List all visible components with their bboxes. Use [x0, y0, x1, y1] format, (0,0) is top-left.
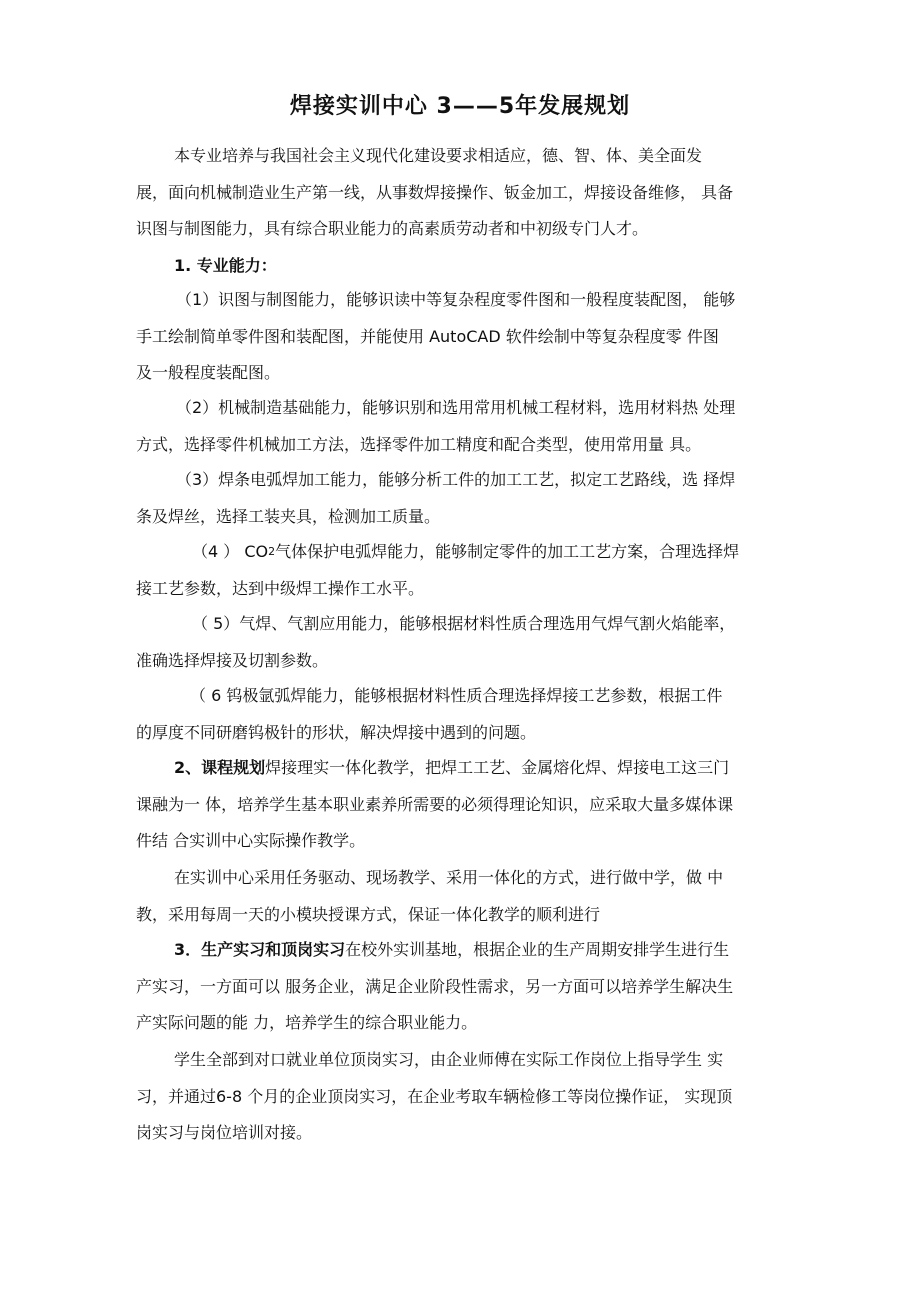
text-line: 接工艺参数，达到中级焊工操作工水平。: [136, 578, 425, 598]
section-heading: 3．生产实习和顶岗实习: [174, 940, 346, 959]
text-line: 的厚度不同研磨钨极针的形状，解决焊接中遇到的问题。: [136, 722, 537, 742]
text-line: 产实际问题的能 力，培养学生的综合职业能力。: [136, 1013, 478, 1032]
text-line: 习，并通过6-8 个月的企业顶岗实习，在企业考取车辆检修工等岗位操作证， 实现顶: [136, 1086, 733, 1106]
text-line: [136, 534, 796, 571]
text-line: （ 5）气焊、气割应用能力，能够根据材料性质合理选用气焊气割火焰能率，: [192, 614, 736, 633]
ability-item-1: [136, 282, 796, 392]
text-line: 条及焊丝，选择工装夹具，检测加工质量。: [136, 506, 441, 526]
text-line: 在实训中心采用任务驱动、现场教学、采用一体化的方式，进行做中学，做 中: [174, 868, 724, 887]
section-text: 焊接理实一体化教学，把焊工工艺、金属熔化焊、焊接电工这三门: [265, 758, 730, 777]
text-line: 岗实习与岗位培训对接。: [136, 1123, 313, 1142]
text-line: （ 6 钨极氩弧焊能力，能够根据材料性质合理选择焊接工艺参数，根据工件: [190, 686, 723, 705]
text-line: （2）机械制造基础能力，能够识别和选用常用机械工程材料，选用材料热 处理: [176, 398, 736, 417]
section-text: 在校外实训基地，根据企业的生产周期安排学生进行生: [345, 940, 730, 959]
subscript: 2: [268, 545, 276, 558]
text-line: 识图与制图能力，具有综合职业能力的高素质劳动者和中初级专门人才。: [136, 219, 649, 238]
text-line: 本专业培养与我国社会主义现代化建设要求相适应，德、智、体、美全面发: [174, 146, 703, 165]
ability-item-4: [136, 534, 796, 607]
intro-paragraph: [136, 138, 796, 248]
section-2: [136, 750, 796, 860]
text-line: 方式，选择零件机械加工方法，选择零件加工精度和配合类型，使用常用量 具。: [136, 434, 702, 454]
text-line: （1）识图与制图能力，能够识读中等复杂程度零件图和一般程度装配图， 能够: [176, 290, 736, 309]
section-3: [136, 932, 796, 1042]
text-line: [136, 932, 796, 969]
ability-item-2: [136, 390, 796, 463]
text-line: 课融为一 体，培养学生基本职业素养所需要的必须得理论知识，应采取大量多媒体课: [136, 794, 734, 814]
item-prefix: （4 ） CO: [192, 542, 269, 561]
ability-item-5: [136, 606, 796, 679]
item-text: 气体保护电弧焊能力，能够制定零件的加工工艺方案，合理选择焊: [275, 542, 740, 561]
section-heading: 1. 专业能力：: [174, 256, 277, 275]
text-line: 手工绘制简单零件图和装配图，并能使用 AutoCAD 软件绘制中等复杂程度零 件图: [136, 326, 719, 346]
text-line: 准确选择焊接及切割参数。: [136, 650, 329, 670]
section-2-paragraph-2: [136, 860, 796, 933]
text-line: 及一般程度装配图。: [136, 363, 281, 382]
text-line: 件结 合实训中心实际操作教学。: [136, 831, 366, 850]
ability-item-6: [136, 678, 796, 751]
section-1: [136, 248, 796, 285]
text-line: 展，面向机械制造业生产第一线，从事数焊接操作、钣金加工，焊接设备维修， 具备: [136, 182, 734, 202]
document-title: 焊接实训中心 3——5年发展规划: [289, 94, 631, 119]
section-heading: 2、课程规划: [174, 758, 266, 777]
text-line: 学生全部到对口就业单位顶岗实习，由企业师傅在实际工作岗位上指导学生 实: [174, 1050, 724, 1069]
ability-item-3: [136, 462, 796, 535]
text-line: 教，采用每周一天的小模块授课方式，保证一体化教学的顺利进行: [136, 904, 601, 924]
text-line: [136, 750, 796, 787]
section-3-paragraph-2: [136, 1042, 796, 1152]
text-line: 产实习，一方面可以 服务企业，满足企业阶段性需求，另一方面可以培养学生解决生: [136, 976, 734, 996]
text-line: （3）焊条电弧焊加工能力，能够分析工件的加工工艺，拟定工艺路线，选 择焊: [176, 470, 736, 489]
